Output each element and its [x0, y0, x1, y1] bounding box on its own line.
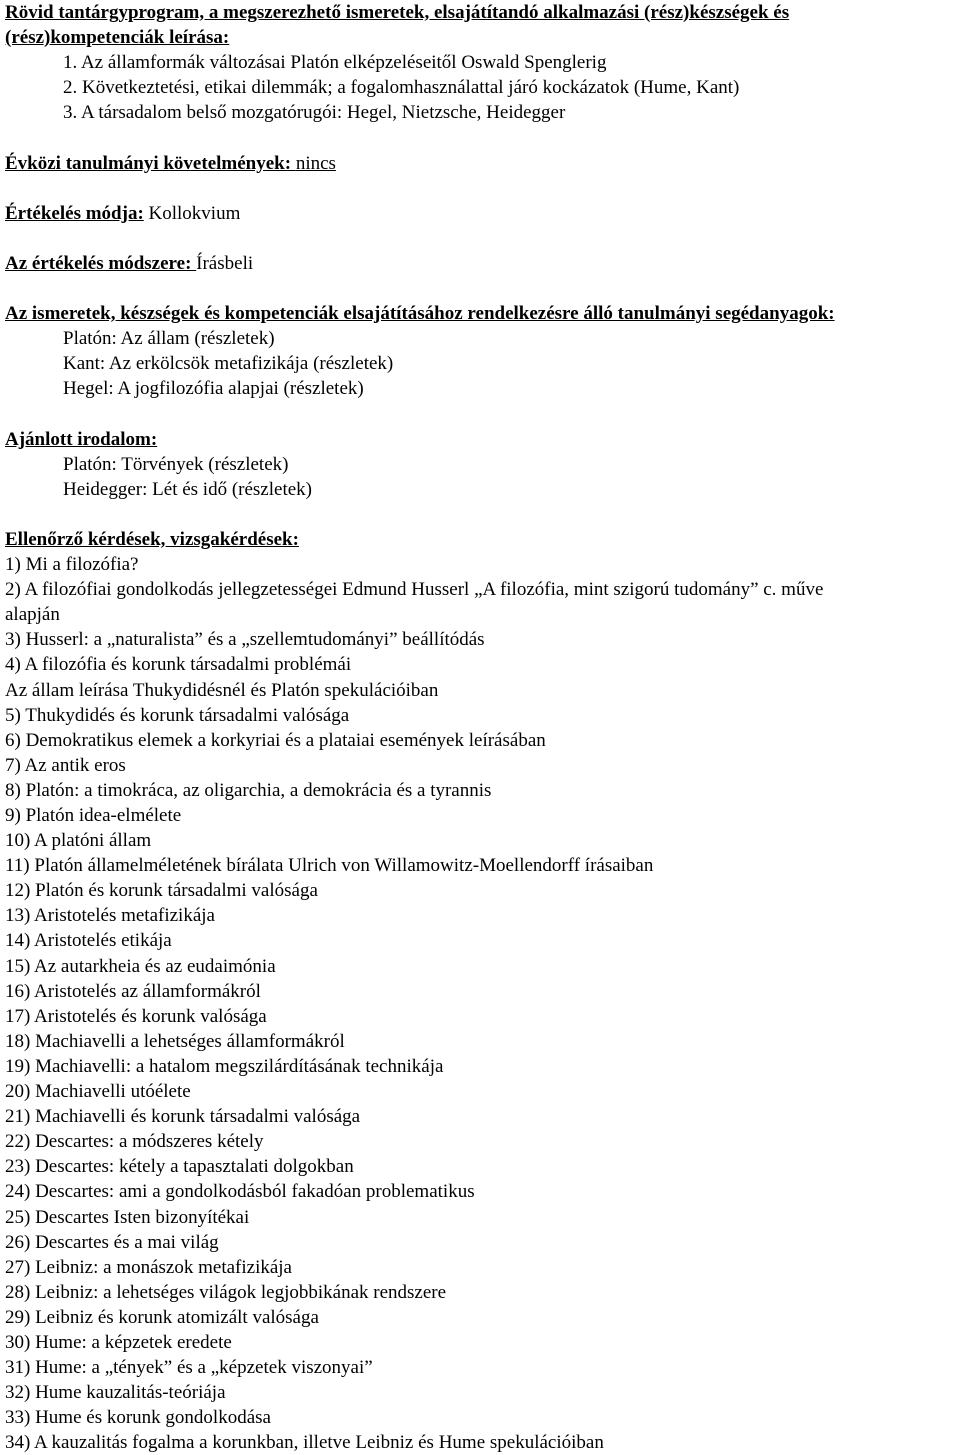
requirements-label: Évközi tanulmányi követelmények: [5, 152, 296, 174]
literature-section [5, 427, 960, 502]
description-heading-line2: (rész)kompetenciák leírása: [5, 27, 230, 49]
literature-heading: Ajánlott irodalom: [5, 428, 158, 450]
question-item: 12) Platón és korunk társadalmi valósága [5, 880, 318, 902]
requirements-row [5, 151, 960, 176]
question-item: alapján [5, 604, 60, 626]
materials-item: Platón: Az állam (részletek) [63, 328, 275, 350]
question-item: 8) Platón: a timokráca, az oligarchia, a demokrácia és a tyrannis [5, 779, 492, 801]
evaluation-type-value: Kollokvium [143, 202, 241, 224]
literature-item: Heidegger: Lét és idő (részletek) [63, 478, 312, 500]
literature-item: Platón: Törvények (részletek) [63, 453, 289, 475]
questions-list [5, 552, 960, 1455]
spacer [5, 125, 960, 150]
question-item: 21) Machiavelli és korunk társadalmi valósága [5, 1106, 361, 1128]
question-item: 23) Descartes: kétely a tapasztalati dolgokban [5, 1156, 354, 1178]
question-item: 24) Descartes: ami a gondolkodásból fakadóan problematikus [5, 1181, 475, 1203]
question-item: 20) Machiavelli utóélete [5, 1081, 191, 1103]
question-item: 14) Aristotelés etikája [5, 930, 172, 952]
evaluation-method-value: Írásbeli [196, 252, 254, 274]
spacer [5, 502, 960, 527]
question-item: 26) Descartes és a mai világ [5, 1231, 219, 1253]
materials-section [5, 301, 960, 401]
question-item: 29) Leibniz és korunk atomizált valósága [5, 1306, 319, 1328]
spacer [5, 402, 960, 427]
question-item: 27) Leibniz: a monászok metafizikája [5, 1256, 292, 1278]
spacer [5, 226, 960, 251]
description-item: 1. Az államformák változásai Platón elképzeléseitől Oswald Spenglerig [63, 52, 607, 74]
question-item: 15) Az autarkheia és az eudaimónia [5, 955, 276, 977]
question-item: 13) Aristotelés metafizikája [5, 905, 215, 927]
question-item: Az állam leírása Thukydidésnél és Platón spekulációiban [5, 679, 439, 701]
question-item: 1) Mi a filozófia? [5, 554, 139, 576]
question-item: 5) Thukydidés és korunk társadalmi valósága [5, 704, 350, 726]
description-item: 2. Következtetési, etikai dilemmák; a fogalomhasználattal járó kockázatok (Hume, Kant) [63, 77, 740, 99]
description-item: 3. A társadalom belső mozgatórugói: Hegel, Nietzsche, Heidegger [63, 102, 566, 124]
evaluation-type-label: Értékelés módja: [5, 202, 144, 224]
question-item: 9) Platón idea-elmélete [5, 805, 182, 826]
question-item: 31) Hume: a „tények” és a „képzetek viszonyai” [5, 1357, 373, 1379]
question-item: 25) Descartes Isten bizonyítékai [5, 1206, 250, 1228]
question-item: 3) Husserl: a „naturalista” és a „szellemtudományi” beállítódás [5, 629, 485, 651]
question-item: 7) Az antik eros [5, 754, 126, 776]
description-heading-line1: Rövid tantárgyprogram, a megszerezhető ismeretek, elsajátítandó alkalmazási (rész)készségek és [5, 2, 790, 23]
question-item: 11) Platón államelméletének bírálata Ulrich von Willamowitz-Moellendorff írásaiban [5, 855, 654, 877]
requirements-value: nincs [295, 152, 336, 174]
question-item: 34) A kauzalitás fogalma a korunkban, illetve Leibniz és Hume spekulációiban [5, 1432, 604, 1454]
question-item: 22) Descartes: a módszeres kétely [5, 1131, 264, 1153]
spacer [5, 176, 960, 201]
evaluation-type-row [5, 201, 960, 226]
question-item: 4) A filozófia és korunk társadalmi problémái [5, 654, 352, 676]
question-item: 17) Aristotelés és korunk valósága [5, 1005, 267, 1027]
spacer [5, 276, 960, 301]
question-item: 33) Hume és korunk gondolkodása [5, 1407, 271, 1429]
question-item: 6) Demokratikus elemek a korkyriai és a plataiai események leírásában [5, 729, 546, 751]
question-item: 30) Hume: a képzetek eredete [5, 1331, 232, 1353]
question-item: 10) A platóni állam [5, 830, 152, 852]
materials-heading: Az ismeretek, készségek és kompetenciák elsajátításához rendelkezésre álló tanulmányi segédanyagok: [5, 303, 835, 325]
materials-item: Hegel: A jogfilozófia alapjai (részletek) [63, 378, 364, 400]
question-item: 32) Hume kauzalitás-teóriája [5, 1382, 226, 1404]
evaluation-method-label: Az értékelés módszere: [5, 252, 197, 274]
question-item: 19) Machiavelli: a hatalom megszilárdításának technikája [5, 1055, 444, 1077]
evaluation-method-row [5, 251, 960, 276]
description-section [5, 0, 960, 125]
question-item: 18) Machiavelli a lehetséges államformákról [5, 1030, 345, 1052]
questions-heading: Ellenőrző kérdések, vizsgakérdések: [5, 528, 299, 550]
question-item: 16) Aristotelés az államformákról [5, 980, 261, 1002]
materials-item: Kant: Az erkölcsök metafizikája (részletek) [63, 353, 394, 375]
question-item: 2) A filozófiai gondolkodás jellegzetességei Edmund Husserl „A filozófia, mint szigorú tudomány” c. műve [5, 579, 824, 601]
questions-section [5, 527, 960, 1455]
question-item: 28) Leibniz: a lehetséges világok legjobbikának rendszere [5, 1281, 447, 1303]
